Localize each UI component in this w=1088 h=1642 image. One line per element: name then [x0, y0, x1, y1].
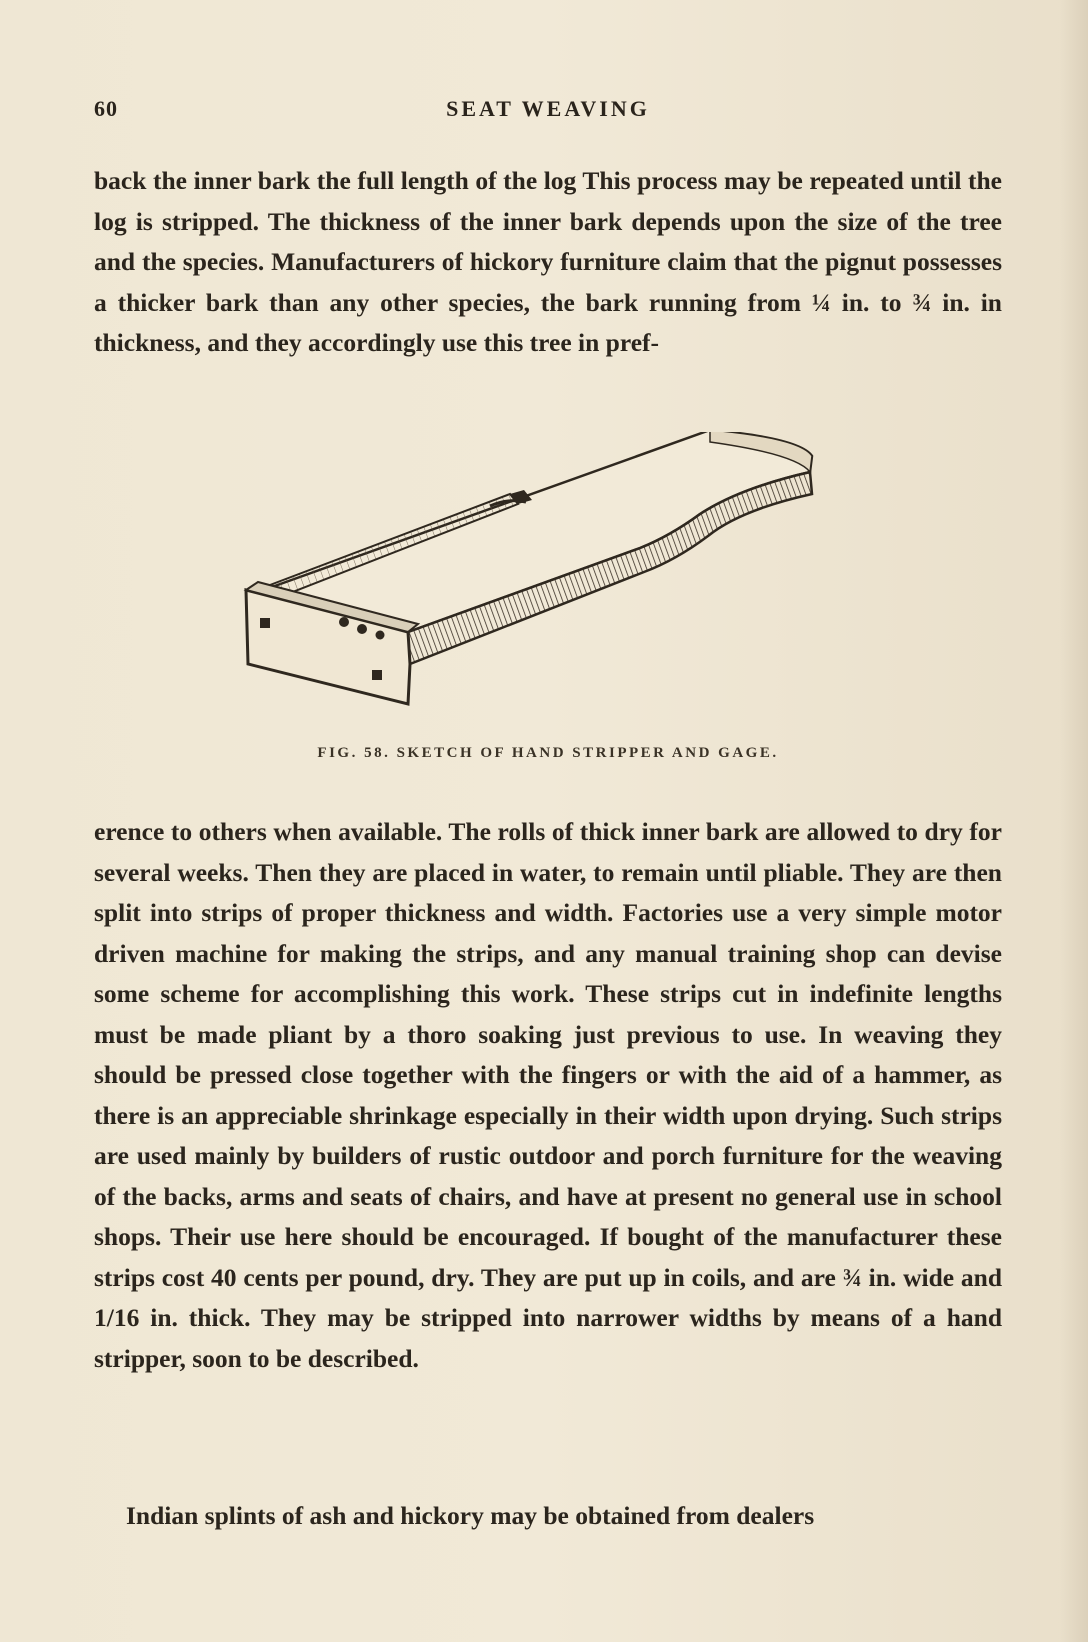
stripper-pin-2: [357, 624, 367, 634]
stripper-pin-1: [339, 617, 349, 627]
stripper-slot-2: [372, 670, 382, 680]
running-title: SEAT WEAVING: [446, 96, 650, 121]
body-paragraph-1: back the inner bark the full length of the log This process may be repeated until the log is stripped. The thickness of the inner bark depends upon the size of the tree and the species. Manufacturers of hickory furniture claim that the pignut possesses a thicker bark than any other species, the bark running from ¼ in. to ¾ in. in thickness, and they accordingly use this tree in pref-: [94, 166, 1002, 357]
hand-stripper-illustration: [240, 432, 860, 737]
hand-stripper-icon: [240, 432, 860, 737]
page-edge-shadow: [1060, 0, 1088, 1642]
running-head: [94, 96, 1002, 128]
figure-caption: FIG. 58. SKETCH OF HAND STRIPPER AND GAGE.: [317, 745, 779, 761]
page-number: 60: [94, 96, 118, 121]
stripper-slot-1: [260, 618, 270, 628]
body-paragraph-2: erence to others when available. The rolls of thick inner bark are allowed to dry for several weeks. Then they are placed in water, to remain until pliable. They are then split into strips of proper thickness and width. Factories use a very simple motor driven machine for making the strips, and any manual training shop can devise some scheme for accomplishing this work. These strips cut in indefinite lengths must be made pliant by a thoro soaking just previous to use. In weaving they should be pressed close together with the fingers or with the aid of a hammer, as there is an appreciable shrinkage especially in their width upon drying. Such strips are used mainly by builders of rustic outdoor and porch furniture for the weaving of the backs, arms and seats of chairs, and have at present no general use in school shops. Their use here should be encouraged. If bought of the manufacturer these strips cost 40 cents per pound, dry. They are put up in coils, and are ¾ in. wide and 1/16 in. thick. They may be stripped into narrower widths by means of a hand stripper, soon to be described.: [94, 817, 1002, 1373]
body-paragraph-3: Indian splints of ash and hickory may be obtained from dealers: [126, 1501, 815, 1530]
stripper-pin-3: [376, 631, 385, 640]
